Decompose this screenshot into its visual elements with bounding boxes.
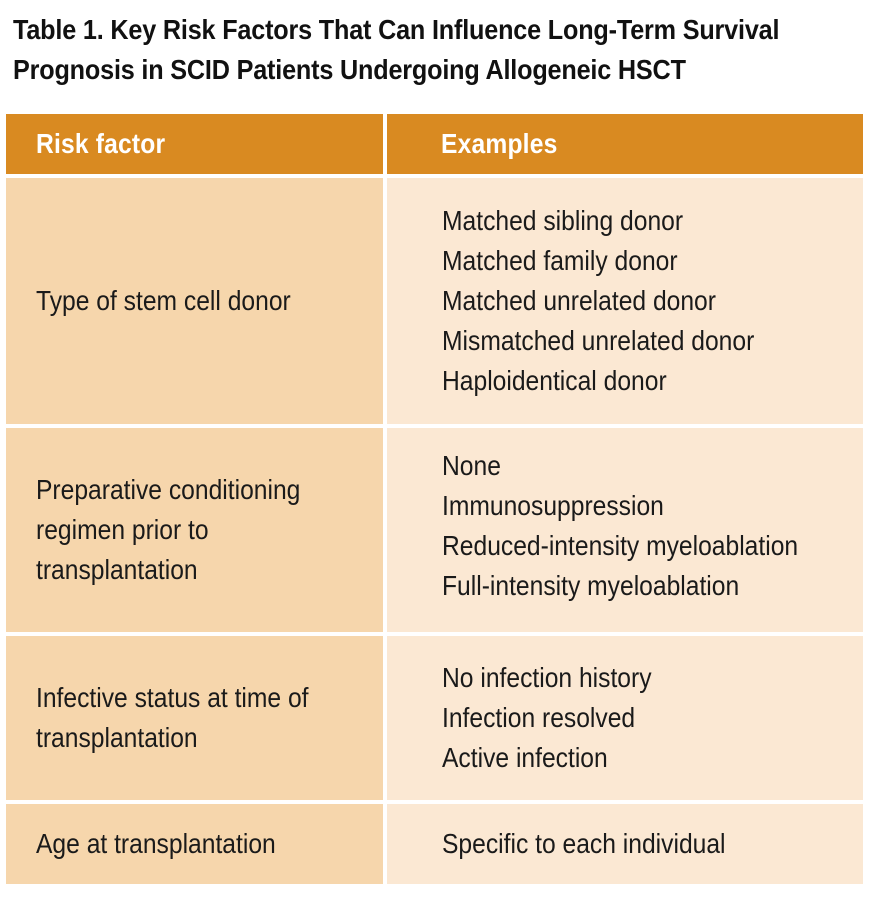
table-row: [6, 178, 863, 424]
risk-factor-text: Infective status at time of transplantation: [36, 682, 309, 753]
column-header-label: Risk factor: [36, 128, 166, 159]
examples-cell: [387, 636, 863, 800]
risk-factor-cell: [6, 804, 383, 884]
example-item: Infection resolved: [442, 702, 636, 733]
examples-cell: [387, 804, 863, 884]
table-row: [6, 804, 863, 884]
example-item: Full-intensity myeloablation: [442, 570, 740, 601]
table-title: [13, 10, 787, 90]
table-title-line-2: Prognosis in SCID Patients Undergoing Allogeneic HSCT: [13, 54, 686, 85]
example-item: Matched family donor: [442, 245, 678, 276]
example-item: Matched sibling donor: [442, 205, 684, 236]
example-item: None: [442, 450, 501, 481]
table-title-line-1: Table 1. Key Risk Factors That Can Influence Long-Term Survival: [13, 14, 780, 45]
column-header-label: Examples: [441, 128, 558, 159]
examples-cell: [387, 428, 863, 632]
example-item: Matched unrelated donor: [442, 285, 716, 316]
examples-cell: [387, 178, 863, 424]
column-header-risk-factor: [6, 114, 383, 174]
risk-factor-cell: [6, 428, 383, 632]
column-header-examples: [387, 114, 863, 174]
example-item: Specific to each individual: [442, 828, 726, 859]
risk-factor-cell: [6, 636, 383, 800]
example-item: Mismatched unrelated donor: [442, 325, 755, 356]
risk-factor-text: Age at transplantation: [36, 828, 276, 859]
risk-factor-cell: [6, 178, 383, 424]
table-row: [6, 428, 863, 632]
risk-factor-text: Type of stem cell donor: [36, 285, 291, 316]
risk-factor-table: [2, 110, 867, 888]
example-item: Haploidentical donor: [442, 365, 667, 396]
example-item: No infection history: [442, 662, 652, 693]
table-row: [6, 636, 863, 800]
example-item: Immunosuppression: [442, 490, 664, 521]
table-header-row: [6, 114, 863, 174]
example-item: Reduced-intensity myeloablation: [442, 530, 799, 561]
risk-factor-text: Preparative conditioning regimen prior to transplantation: [36, 474, 301, 585]
example-item: Active infection: [442, 742, 608, 773]
